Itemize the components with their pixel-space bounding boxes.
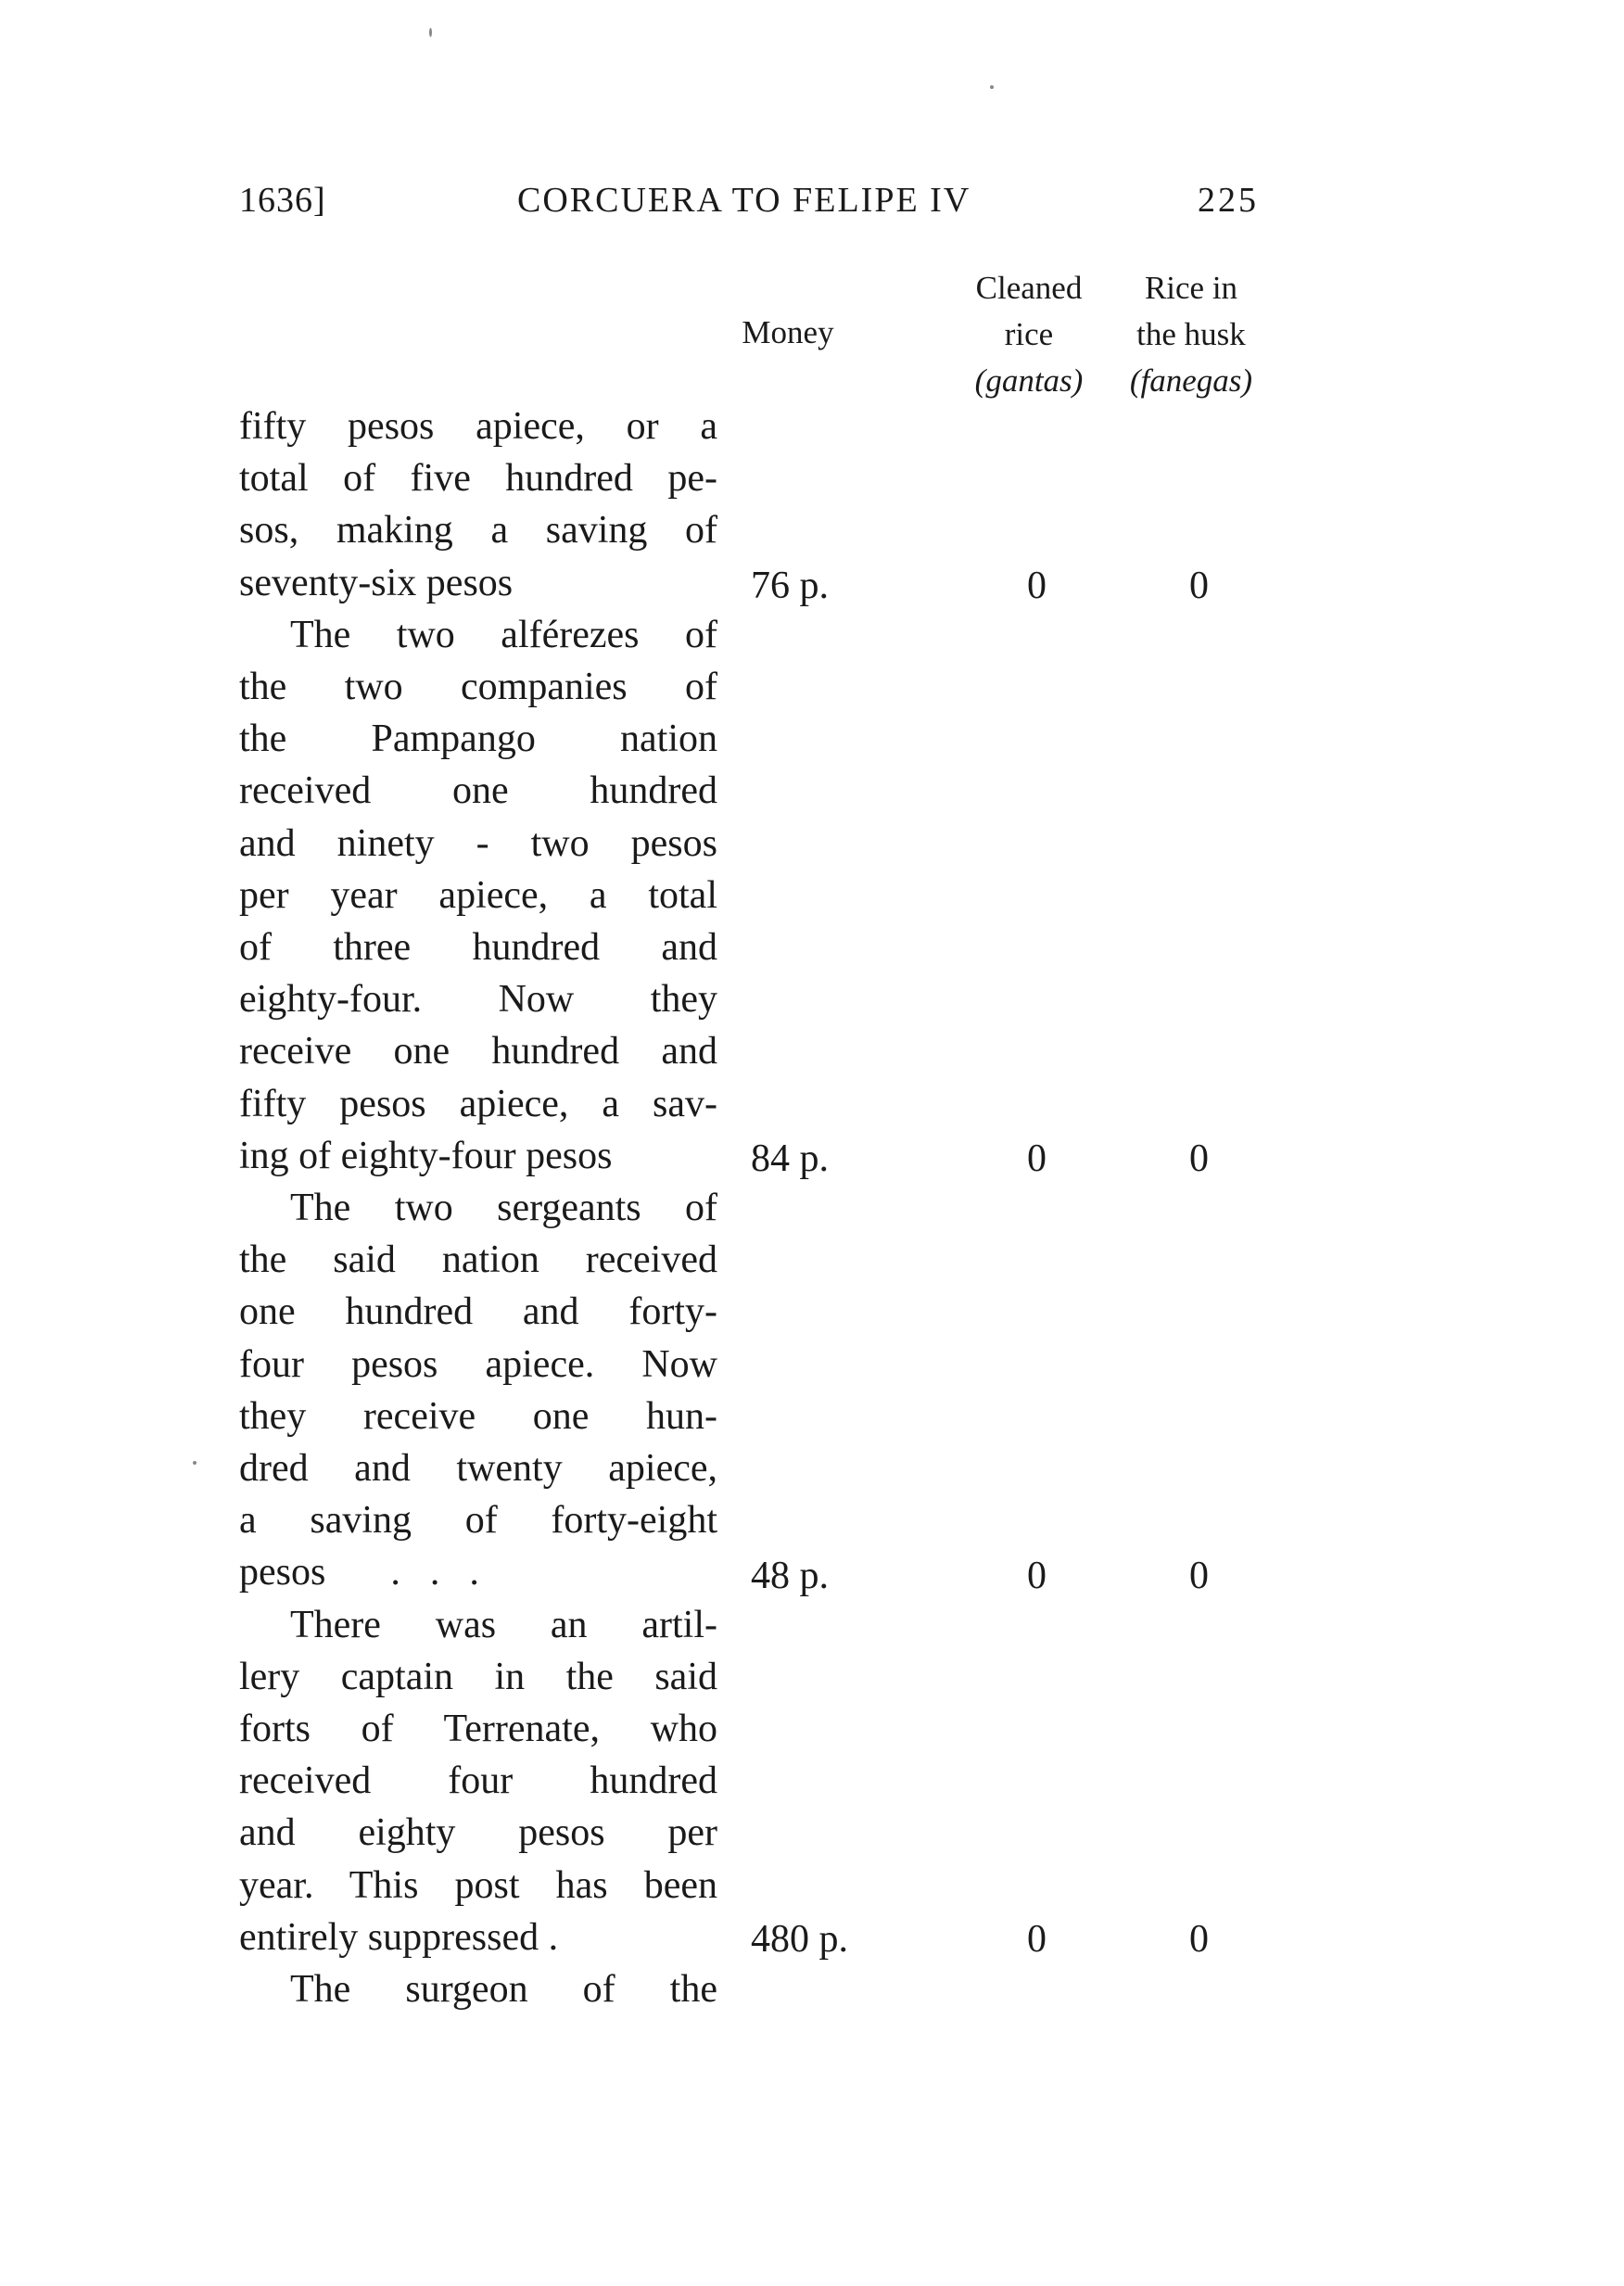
text-line: total of five hundred pe- bbox=[239, 457, 717, 501]
text-line: received one hundred bbox=[239, 769, 717, 813]
leader-dots: ... bbox=[390, 1551, 509, 1594]
text-line: the two companies of bbox=[239, 666, 717, 709]
cleaned-rice-value: 0 bbox=[1027, 1918, 1047, 1961]
text-line: lery captain in the said bbox=[239, 1655, 717, 1698]
money-value: 84 p. bbox=[751, 1137, 829, 1180]
text-line: one hundred and forty- bbox=[239, 1290, 717, 1334]
text-line: and ninety - two pesos bbox=[239, 821, 717, 865]
text-line: There was an artil- bbox=[290, 1603, 717, 1646]
scan-speck bbox=[990, 85, 994, 89]
text-line: ing of eighty-four pesos bbox=[239, 1134, 613, 1177]
body-text bbox=[239, 400, 717, 2015]
running-head-year: 1636] bbox=[239, 181, 326, 220]
husk-rice-value: 0 bbox=[1189, 1555, 1209, 1597]
text-line: seventy-six pesos bbox=[239, 561, 514, 604]
cleaned-rice-value: 0 bbox=[1027, 1555, 1047, 1597]
scan-speck bbox=[193, 1461, 197, 1465]
text-line: four pesos apiece. Now bbox=[239, 1342, 717, 1386]
money-value: 480 p. bbox=[751, 1918, 848, 1961]
husk-rice-value: 0 bbox=[1189, 1918, 1209, 1961]
running-head-title: CORCUERA TO FELIPE IV bbox=[517, 181, 971, 220]
text-line: entirely suppressed . bbox=[239, 1915, 559, 1959]
text-line: fifty pesos apiece, or a bbox=[239, 405, 717, 448]
text-line: they receive one hun- bbox=[239, 1394, 717, 1438]
text-line: The two alférezes of bbox=[290, 613, 717, 656]
husk-rice-value: 0 bbox=[1189, 565, 1209, 607]
text-line: a saving of forty-eight bbox=[239, 1499, 717, 1543]
text-line: year. This post has been bbox=[239, 1863, 717, 1907]
husk-rice-value: 0 bbox=[1189, 1137, 1209, 1180]
text-line: received four hundred bbox=[239, 1759, 717, 1803]
column-header-money: Money bbox=[742, 314, 834, 350]
text-line: dred and twenty apiece, bbox=[239, 1447, 717, 1491]
scan-speck bbox=[429, 28, 432, 37]
text-line: fifty pesos apiece, a sav- bbox=[239, 1082, 717, 1125]
page-number: 225 bbox=[1198, 181, 1259, 220]
money-value: 76 p. bbox=[751, 565, 829, 607]
cleaned-rice-value: 0 bbox=[1027, 565, 1047, 607]
text-line: per year apiece, a total bbox=[239, 873, 717, 917]
column-header-rice-in-husk: Rice in the husk (fanegas) bbox=[1129, 270, 1253, 399]
text-line: the Pampango nation bbox=[239, 718, 717, 761]
text-line: receive one hundred and bbox=[239, 1030, 717, 1073]
text-line: the said nation received bbox=[239, 1238, 717, 1282]
text-line: sos, making a saving of bbox=[239, 509, 717, 552]
text-line: and eighty pesos per bbox=[239, 1811, 717, 1855]
text-line: eighty-four. Now they bbox=[239, 978, 717, 1022]
column-header-cleaned-rice: Cleaned rice (gantas) bbox=[974, 270, 1084, 399]
text-line: forts of Terrenate, who bbox=[239, 1708, 717, 1751]
text-line: The surgeon of the bbox=[290, 1968, 717, 2012]
text-line: The two sergeants of bbox=[290, 1187, 717, 1230]
cleaned-rice-value: 0 bbox=[1027, 1137, 1047, 1180]
money-value: 48 p. bbox=[751, 1555, 829, 1597]
text-line: pesos ... bbox=[239, 1551, 509, 1594]
text-line: of three hundred and bbox=[239, 926, 717, 970]
